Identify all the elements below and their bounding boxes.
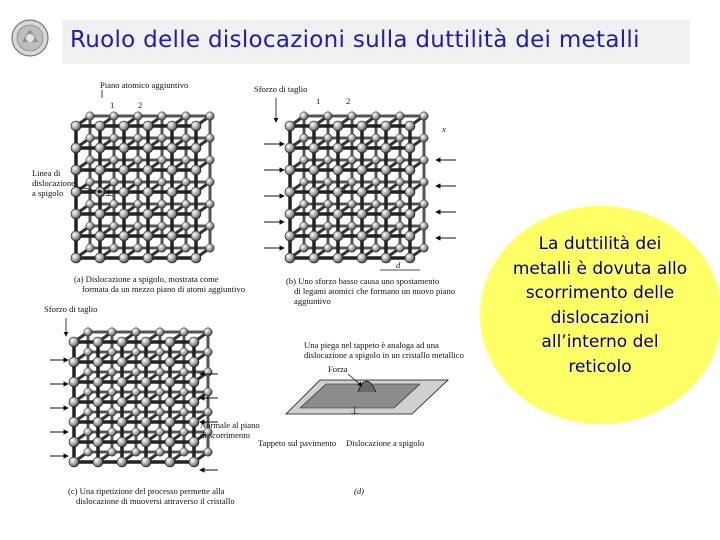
lattice-panel-b bbox=[285, 112, 428, 263]
panel-b-num1: 1 bbox=[316, 96, 321, 106]
panel-c-caption-2: dislocazione di muoversi attraverso il cristallo bbox=[76, 496, 235, 506]
university-seal-icon bbox=[8, 18, 52, 58]
callout-line: La duttilità dei bbox=[538, 234, 662, 254]
panel-c-normal-label-2: di scorrimento bbox=[200, 430, 250, 440]
dislocation-figure bbox=[28, 74, 468, 514]
carpet-illustration bbox=[286, 374, 448, 414]
panel-b-caption-2: di legami atomici che formano un nuovo piano bbox=[294, 286, 456, 296]
callout-line: metalli è dovuta allo bbox=[512, 258, 688, 279]
slide-title: Ruolo delle dislocazioni sulla duttilità dei metalli bbox=[70, 27, 640, 53]
perpendicular-symbol-icon: ⊥ bbox=[104, 186, 114, 199]
callout-line: all’interno del bbox=[541, 332, 659, 352]
panel-d-analogy-2: dislocazione a spigolo in un cristallo metallico bbox=[304, 350, 464, 360]
panel-a-caption-1: (a) Dislocazione a spigolo, mostrata come bbox=[74, 274, 219, 284]
panel-a-num1: 1 bbox=[110, 100, 115, 110]
panel-c-caption-1: (c) Una ripetizione del processo permette alla bbox=[68, 486, 225, 496]
perpendicular-symbol-icon-d: ⊥ bbox=[350, 404, 360, 417]
panel-b-d-label: d bbox=[396, 260, 401, 270]
panel-c-normal-label-1: Normale al piano bbox=[200, 420, 260, 430]
callout-line: reticolo bbox=[568, 356, 632, 377]
panel-b-caption-1: (b) Uno sforzo basso causa uno spostamento bbox=[286, 276, 440, 286]
panel-b-caption-3: aggiuntivo bbox=[294, 296, 331, 306]
panel-a-line-label-1: Linea di bbox=[32, 168, 61, 178]
lattice-panel-c bbox=[69, 328, 212, 467]
panel-d-analogy-1: Una piega nel tappeto è analoga ad una bbox=[304, 340, 439, 350]
panel-a-line-label-2: dislocazione bbox=[32, 178, 75, 188]
panel-d-force-label: Forza bbox=[328, 364, 348, 374]
panel-a-num2: 2 bbox=[138, 100, 143, 110]
panel-a-line-label-3: a spigolo bbox=[32, 188, 64, 198]
callout-text bbox=[484, 232, 716, 379]
panel-a-caption-2: formata da un mezzo piano di atomi aggiuntivo bbox=[82, 284, 245, 294]
panel-b-shear-label: Sforzo di taglio bbox=[254, 84, 308, 94]
perpendicular-symbol-icon-b: ⊥ bbox=[340, 182, 350, 195]
panel-d-label: (d) bbox=[354, 486, 365, 496]
panel-b-x-axis: x bbox=[442, 124, 446, 134]
panel-a-extra-plane-label: Piano atomico aggiuntivo bbox=[100, 80, 189, 90]
panel-d-edge-label: Dislocazione a spigolo bbox=[346, 438, 425, 448]
lattice-panel-a bbox=[71, 112, 214, 263]
panel-b-num2: 2 bbox=[346, 96, 351, 106]
callout-line: dislocazioni bbox=[550, 307, 650, 328]
callout-line: scorrimento delle bbox=[525, 283, 675, 303]
panel-d-carpet-label: Tappeto sul pavimento bbox=[258, 438, 337, 448]
panel-c-shear-label: Sforzo di taglio bbox=[44, 304, 98, 314]
